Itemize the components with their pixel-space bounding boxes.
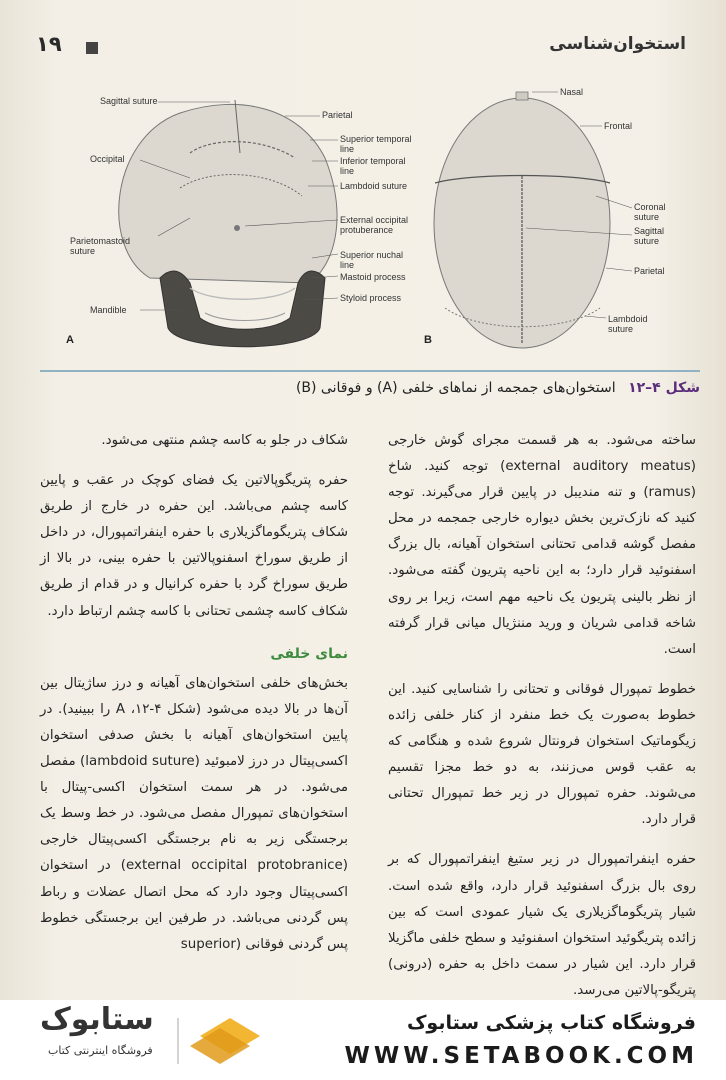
caption-rule	[40, 370, 700, 372]
store-url-link[interactable]: WWW.SETABOOK.COM	[344, 1043, 698, 1069]
label-sagittal-b: Sagittal	[634, 226, 665, 236]
label-sagittal-b-2: suture	[634, 236, 660, 246]
label-external-occipital: External occipital	[340, 215, 409, 225]
label-inferior-temporal-line: Inferior temporal	[340, 156, 406, 166]
label-sagittal-suture-a: Sagittal suture	[100, 96, 158, 106]
left-paragraph-2: حفره پتریگوپالاتین یک فضای کوچک در عقب و پایین کاسه چشم می‌باشد. این حفره در خارج از طریق شکاف پتریگوماگزیلاری با حفره اینفراتمپورال، در داخل از طریق سوراخ اسفنوپالاتین با حفره بینی، در بالا از طریق سوراخ گرد با حفره کرانیال و در قدام از طریق شکاف کاسه چشمی تحتانی با کاسه چشم ارتباط دارد.	[40, 473, 348, 619]
label-nasal: Nasal	[560, 87, 584, 97]
label-coronal: Coronal	[634, 202, 666, 212]
panel-a-letter: A	[66, 334, 74, 346]
label-lambdoid-b-2: suture	[608, 324, 634, 334]
label-frontal: Frontal	[604, 121, 633, 131]
label-protuberance: protuberance	[340, 225, 394, 235]
page-number: ۱۹	[36, 32, 62, 56]
section-title: استخوان‌شناسی	[549, 34, 686, 54]
header-square-icon	[86, 42, 98, 54]
label-mastoid-process: Mastoid process	[340, 272, 406, 282]
right-paragraph-2: خطوط تمپورال فوقانی و تحتانی را شناسایی کنید. این خطوط به‌صورت یک خط منفرد از کنار خلفی زائده زیگوماتیک استخوان فرونتال شروع شده و هنگامی که به عقب قوس می‌زنند، به دو خط مجزا تقسیم می‌شوند. حفره تمپورال در زیر خط تمپورال تحتانی قرار دارد.	[388, 681, 696, 828]
label-mandible: Mandible	[90, 305, 127, 315]
label-parietomastoid: Parietomastoid	[70, 236, 131, 246]
caption-text: استخوان‌های جمجمه از نماهای خلفی (A) و فوقانی (B)	[295, 380, 616, 396]
label-inferior-temporal-line-2: line	[340, 166, 355, 176]
page-header	[36, 34, 686, 64]
panel-b-letter: B	[424, 334, 432, 346]
label-coronal-2: suture	[634, 212, 660, 222]
label-lambdoid-b: Lambdoid	[608, 314, 648, 324]
label-superior-nuchal: Superior nuchal	[340, 250, 404, 260]
label-superior-temporal-line: Superior temporal	[340, 134, 412, 144]
label-parietomastoid-2: suture	[70, 246, 96, 256]
label-parietal-a: Parietal	[322, 110, 353, 120]
label-lambdoid-suture-a: Lambdoid suture	[340, 181, 408, 191]
label-occipital: Occipital	[90, 154, 125, 164]
skull-figure	[40, 78, 700, 368]
right-paragraph-3: حفره اینفراتمپورال در زیر ستیغ اینفراتمپورال که بر روی بال بزرگ اسفنوئید قرار دارد، واقع شده است. شیار پتریگوماگزیلاری یک شیار عمودی است که بین زائده پتریگوئید استخوان اسفنوئید و سطح خلفی ماگزیلا قرار دارد. این شیار در سمت داخل به حفره (درونی) پتریگو-پالاتین می‌رسد.	[388, 852, 696, 998]
store-name: فروشگاه کتاب پزشکی ستابوک	[406, 1012, 696, 1034]
right-paragraph-1: ساخته می‌شود. به هر قسمت مجرای گوش خارجی (external auditory meatus) توجه کنید. شاخ (ramus) و تنه مندیبل در پایین قرار می‌گیرند. توجه کنید که نازک‌ترین بخش دیواره خارجی جمجمه در محل مفصل گوشه قدامی تحتانی استخوان آهیانه، بال بزرگ اسفنوئید قرار دارد؛ به این ناحیه پتریون گفته می‌شود. از نظر بالینی پتریون یک ناحیه مهم است، زیرا بر روی شاخه قدامی شریان و ورید مننژیال میانی قرار گرفته است.	[388, 433, 696, 657]
subheading-posterior-view: نمای خلفی	[270, 645, 348, 662]
left-paragraph-3: بخش‌های خلفی استخوان‌های آهیانه و درز ساژیتال بین آن‌ها در بالا دیده می‌شود (شکل ۴-۱۲، A را ببینید). در پایین استخوان‌های آهیانه با بخش صدفی استخوان اکسی‌پیتال در درز لامبوئید (lambdoid suture) مفصل می‌شود. در هر سمت استخوان اکسی-پیتال با استخوان‌های تمپورال مفصل می‌شود. در خط وسط یک برجستگی زیر به نام برجستگی اکسی‌پیتال خارجی (external occipital protobranice) در استخوان اکسی‌پیتال وجود دارد که محل اتصال عضلات و رباط پس گردنی می‌باشد. در طرفین این برجستگی خطوط پس گردنی فوقانی (superior	[40, 675, 349, 952]
logo-tagline: فروشگاه اینترنتی کتاب	[48, 1044, 153, 1057]
left-paragraph-1: شکاف در جلو به کاسه چشم منتهی می‌شود.	[101, 433, 348, 448]
superior-skull-drawing	[434, 92, 610, 348]
figure-caption	[40, 380, 700, 396]
right-text-column	[388, 428, 696, 1000]
logo-wordmark: ستابوک	[40, 1002, 154, 1037]
left-text-column	[40, 428, 348, 958]
caption-number: شکل ۴–۱۲	[628, 380, 700, 396]
store-footer	[0, 1000, 726, 1080]
label-superior-temporal-line-2: line	[340, 144, 355, 154]
label-superior-nuchal-2: line	[340, 260, 355, 270]
label-parietal-b: Parietal	[634, 266, 665, 276]
label-styloid-process: Styloid process	[340, 293, 402, 303]
